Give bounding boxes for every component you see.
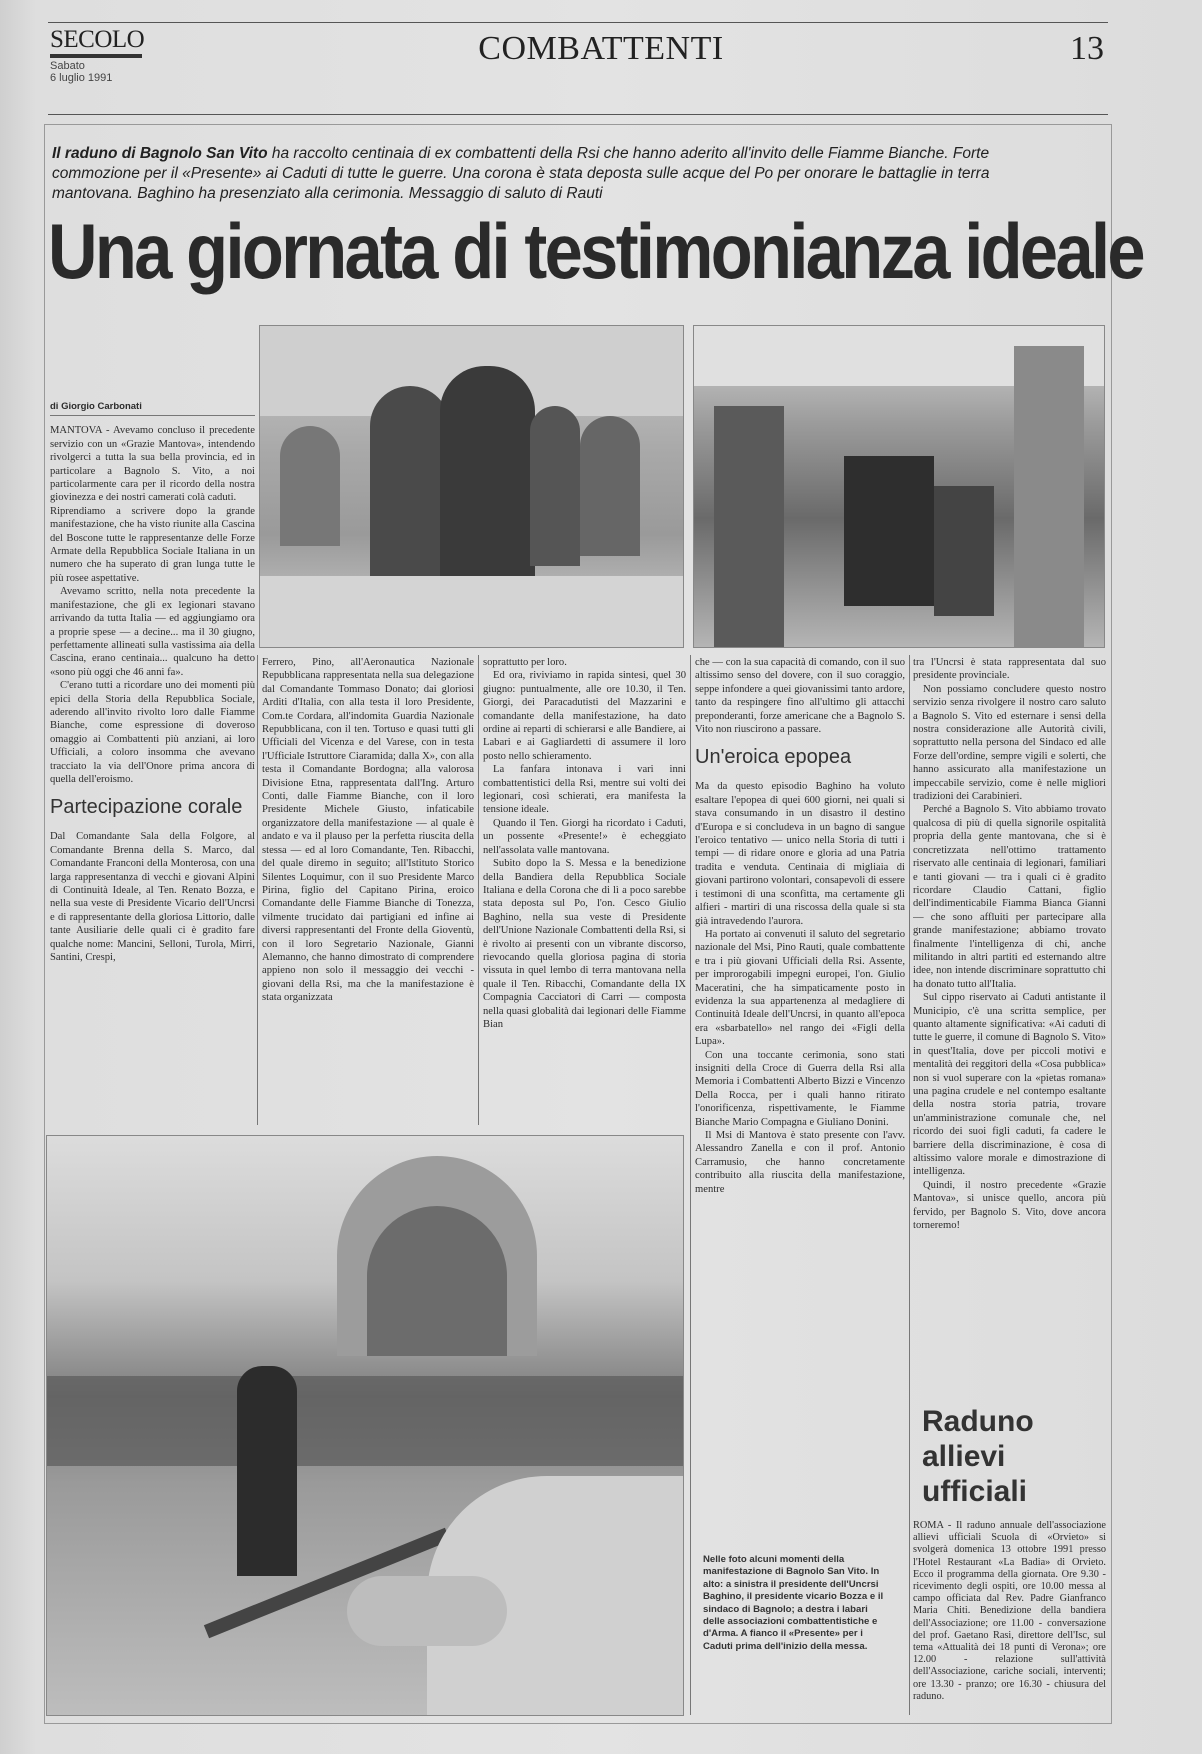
article-headline: Una giornata di testimonianza ideale (48, 207, 1143, 295)
column-divider (478, 655, 479, 1125)
paragraph: Quando il Ten. Giorgi ha ricordato i Caduti, un possente «Presente!» è echeggiato nell'assolata valle mantovana. (483, 817, 686, 856)
photo-bugler (46, 1135, 684, 1716)
paragraph: Ha portato ai convenuti il saluto del segretario nazionale del Msi, Pino Rauti, quale combattente e tra i più giovani Ufficiali della Rsi. Assente, per improrogabili impegni europei, l'on. Giulio Maceratini, che ha simpaticamente posto in evidenza la sua appartenenza al medagliere di Continuità Ideale dell'Uncrsi, in quanto all'epoca era «sbarbatello» nel rango dei «Figli della Lupa». (695, 928, 905, 1048)
paragraph: C'erano tutti a ricordare uno dei momenti più epici della Storia della Repubblica Sociale, aderendo all'invito rivolto loro dalle Fiamme Bianche, come espressione di doveroso omaggio ai Combattenti più anziani, ai loro Ufficiali, a coloro insomma che avevano tracciato la via dell'Onore prima ancora di quella dell'eroismo. (50, 680, 255, 785)
paragraph: Quindi, il nostro precedente «Grazie Mantova», si unisce quello, ancora più fervido, per Bagnolo S. Vito, dove ancora torneremo! (913, 1179, 1106, 1232)
column-divider (690, 655, 691, 1715)
article-kicker (52, 144, 1002, 204)
photo-caption: Nelle foto alcuni momenti della manifestazione di Bagnolo San Vito. In alto: a sinistra il presidente dell'Uncrsi Baghino, il presidente vicario Bozza e il sindaco di Bagnolo; a destra i labari delle associazioni combattentistiche e d'Arma. A fianco il «Presente» per i Caduti prima dell'inizio della messa. (703, 1554, 884, 1652)
paragraph: Perché a Bagnolo S. Vito abbiamo trovato qualcosa di più di quella signorile ospitalità propria della gente mantovana, che si è concretizzata nell'ottimo trattamento riservato alle centinaia di legionari, familiari e tanti giovani — tra i quali ci è gradito ricordare Claudio Cattani, figlio dell'indimenticabile Fiamma Bianca Gianni — che sono affluiti per partecipare alla grande manifestazione; abbiamo trovato finalmente l'intelligenza di chi, anche militando in altri partiti ed esternando altre idee, non intende discriminare soprattutto chi ha donato tutto all'Italia. (913, 804, 1106, 990)
sidebar-body (913, 1520, 1106, 1716)
photo-dignitaries (259, 325, 684, 648)
article-column-2 (262, 656, 474, 1126)
paragraph: Con una toccante cerimonia, sono stati insigniti della Croce di Guerra della Rsi alla Memoria i Combattenti Alberto Bizzi e Vincenzo Della Rocca, per i quali hanno ritirato l'onorificenza, rispettivamente, le Fiamme Bianche Mario Compagna e Giuliano Donini. (695, 1049, 905, 1128)
paragraph: Non possiamo concludere questo nostro servizio senza rivolgere il nostro caro saluto a Bagnolo S. Vito ed esternare i sensi della nostra considerazione alle Autorità civili, soprattutto nella persona del Sindaco ed alle Forze dell'ordine, sempre vigili e solerti, che hanno assicurato alla manifestazione un impeccabile servizio, come è nelle migliori tradizioni dei Carabinieri. (913, 683, 1106, 803)
paragraph: Riprendiamo a scrivere dopo la grande manifestazione, che ha visto riunite alla Cascina del Boscone tutte le rappresentanze delle Forze Armate della Repubblica Sociale Italiana in un numero che ha superato di gran lunga tutte le più rosee aspettative. (50, 505, 255, 584)
paragraph: ROMA - Il raduno annuale dell'associazione allievi ufficiali Scuola di «Orvieto» si svolgerà domenica 13 ottobre 1991 presso l'Hotel Restaurant «La Badia» di Orvieto. Ecco il programma della giornata. Ore 9.30 - ricevimento degli ospiti, ore 10.00 messa al campo officiata dal Rev. Padre Gianfranco Maria Chiti. Benedizione della bandiera dell'Associazione; ore 11.00 - conversazione del prof. Gaetano Rasi, direttore dell'Isc, sul tema «Attualità dei 18 punti di Verona»; ore 12.00 - relazione sull'attività dell'Associazione, cariche sociali, interventi; ore 13.30 - pranzo; ore 16.30 - chiusura del raduno. (913, 1520, 1106, 1702)
paragraph: La fanfara intonava i vari inni combattentistici della Rsi, mentre sui volti dei legionari, così schierati, era manifesta la tensione ideale. (483, 764, 686, 816)
paragraph: Ferrero, Pino, all'Aeronautica Nazionale Repubblicana rappresentata nella sua delegazione dal Comandante Tommaso Donato; dai gloriosi Arditi d'Italia, con alla testa il loro Presidente, Com.te Cordara, all'indomita Guardia Nazionale Repubblicana, con il ten. Tortuso e quasi tutti gli Ufficiali del Vicenza e del Varese, con in testa l'Ufficiale Istruttore Ciaramida; dalla X», con alla testa il Comandante Bordogna; alla valorosa Divisione Etna, rappresentata dall'Ing. Arturo Conti, dalle Fiamme Bianche, con il loro Presidente Michele Giusto, infaticabile organizzatore della manifestazione — al quale è andato e va il plauso per la perfetta riuscita della stessa — ed al loro Comandante, Ten. Ribacchi, del quale diremo in seguito; all'Istituto Storico Silentes Loquimur, con il suo Presidente Marco Pirina, figlio del Capitano Pirina, eroico Comandante delle Fiamme Bianche di Tonezza, vilmente trucidato dai partigiani ed infine ai diversi rappresentanti del Fronte della Gioventù, con il loro Segretario Nazionale, Gianni Alemanno, che hanno dimostrato di comprendere appieno non solo il messaggio dei vecchi - giovani della Rsi, ma che la manifestazione è stata organizzata (262, 657, 474, 1004)
page-number: 13 (1070, 30, 1104, 67)
subheading-epopea: Un'eroica epopea (695, 746, 852, 769)
date-full: 6 luglio 1991 (50, 72, 113, 84)
paragraph: Il Msi di Mantova è stato presente con l'avv. Alessandro Zanella e con il prof. Antonio Carramusio, che hanno concretamente contribuito alla riuscita della manifestazione, mentre (695, 1130, 905, 1195)
sidebar-headline: Raduno allievi ufficiali (922, 1405, 1034, 1508)
subheading-partecipazione: Partecipazione corale (50, 796, 243, 819)
paragraph: che — con la sua capacità di comando, con il suo altissimo senso del dovere, con il suo coraggio, seppe infondere a quei giovanissimi tanto ardore, tanto da respingere fino all'ultimo gli attacchi preponderanti, forze americane che a Bagnolo S. Vito non riuscirono a passare. (695, 657, 905, 736)
masthead: SECOLO (50, 26, 145, 53)
article-column-5 (913, 656, 1106, 1388)
paragraph: Ed ora, riviviamo in rapida sintesi, quel 30 giugno: puntualmente, alle ore 10.30, il Ten. Giorgi, dei Paracadutisti del Mazzarini e comandante della manifestazione, ha dato ordine ai reparti di schierarsi e alle Bandiere, ai Labari e ai Gagliardetti di assumere il loro posto nello schieramento. (483, 670, 686, 762)
kicker-lead: Il raduno di Bagnolo San Vito (52, 145, 268, 162)
paragraph: tra l'Uncrsi è stata rappresentata dal suo presidente provinciale. (913, 657, 1106, 682)
paragraph: Ma da questo episodio Baghino ha voluto esaltare l'epopea di quei 600 giorni, nei quali si stava consumando in un disastro il destino d'Europa e si concludeva in un bagno di sangue l'eroico tentativo — unico nella Storia di tutti i tempi — di ridare onore e gloria ad una Patria tradita e venduta. Centinaia di migliaia di giovani partirono volontari, consapevoli di essere i testimoni di una sconfitta, ma certamente gli alfieri - martiri di una riscossa della quale si sta già intravedendo l'aurora. (695, 781, 905, 927)
kicker-text: ha raccolto centinaia di ex combattenti della Rsi che hanno aderito all'invito delle Fiamme Bianche. Forte commozione per il «Presente» ai Caduti di tutte le guerre. Una corona è stata deposta sulle acque del Po per onorare le battaglie in terra mantovana. Baghino ha presenziato alla cerimonia. Messaggio di saluto di Rauti (52, 145, 990, 202)
article-column-4 (695, 656, 905, 1388)
photo-banners (693, 325, 1105, 648)
column-divider (257, 655, 258, 1125)
column-divider (909, 655, 910, 1715)
top-rule (48, 22, 1108, 23)
header-rule (48, 114, 1108, 115)
article-column-3 (483, 656, 686, 1126)
paragraph: Dal Comandante Sala della Folgore, al Comandante Brenna della S. Marco, dal Comandante Franconi della Monterosa, con una larga rappresentanza di vecchi e giovani Alpini di Continuità Ideale, al Ten. Renato Bozza, e nella sua veste di Presidente Vicario dell'Uncrsi e di rappresentante della gloriosa Littorio, dalle tante Ausiliarie delle quali ci è gradito fare qualche nome: Mancini, Selloni, Turola, Mirri, Santini, Crespi, (50, 831, 255, 964)
date-day: Sabato (50, 60, 85, 72)
paragraph: MANTOVA - Avevamo concluso il precedente servizio con un «Grazie Mantova», intendendo rivolgerci a tutta la sua bella provincia, ed in particolare a Bagnolo S. Vito, a noi particolarmente cara per il ricordo della nostra giovinezza e dei nostri camerati colà caduti. (50, 425, 255, 504)
paragraph: Avevamo scritto, nella nota precedente la manifestazione, che gli ex legionari stavano arrivando da tutta Italia — ed aggiungiamo ora a proprie spese — a decine... ma il 30 giugno, perfettamente allineati sulla vastissima aia della Cascina, erano centinaia... qualcuno ha detto «sono più oggi che 46 anni fa». (50, 586, 255, 678)
byline: di Giorgio Carbonati (50, 400, 255, 416)
paragraph: Sul cippo riservato ai Caduti antistante il Municipio, c'è una scritta semplice, per quanto altamente significativa: «Ai caduti di tutte le guerre, il comune di Bagnolo S. Vito» in quest'Italia, dove per piccoli motivi e mentalità dei reggitori della «Cosa pubblica» non si vuol superare con la «pietas romana» una pagina crudele e nel contempo esaltante della nostra storia patria, trovare un'amministrazione comunale che, nel ricordo dei suoi figli caduti, fa cadere le barriere della discriminazione, è cosa di altissimo valore morale e dimostrazione di intelligenza. (913, 992, 1106, 1178)
paragraph: Subito dopo la S. Messa e la benedizione della Bandiera della Repubblica Sociale Italiana e della Corona che di lì a poco sarebbe stata deposta sul Po, l'on. Cesco Giulio Baghino, nella sua veste di Presidente dell'Unione Nazionale Combattenti della Rsi, si è rivolto ai presenti con un vibrante discorso, rievocando quella gloriosa pagina di storia vissuta in quel lembo di terra mantovana nella quale il Ten. Ribacchi, Comandante della IX Compagnia Cacciatori di Carri — composta nella quasi globalità dai legionari delle Fiamme Bian (483, 858, 686, 1030)
section-title: COMBATTENTI (478, 30, 724, 67)
article-column-1 (50, 400, 255, 1092)
paragraph: soprattutto per loro. (483, 657, 567, 668)
